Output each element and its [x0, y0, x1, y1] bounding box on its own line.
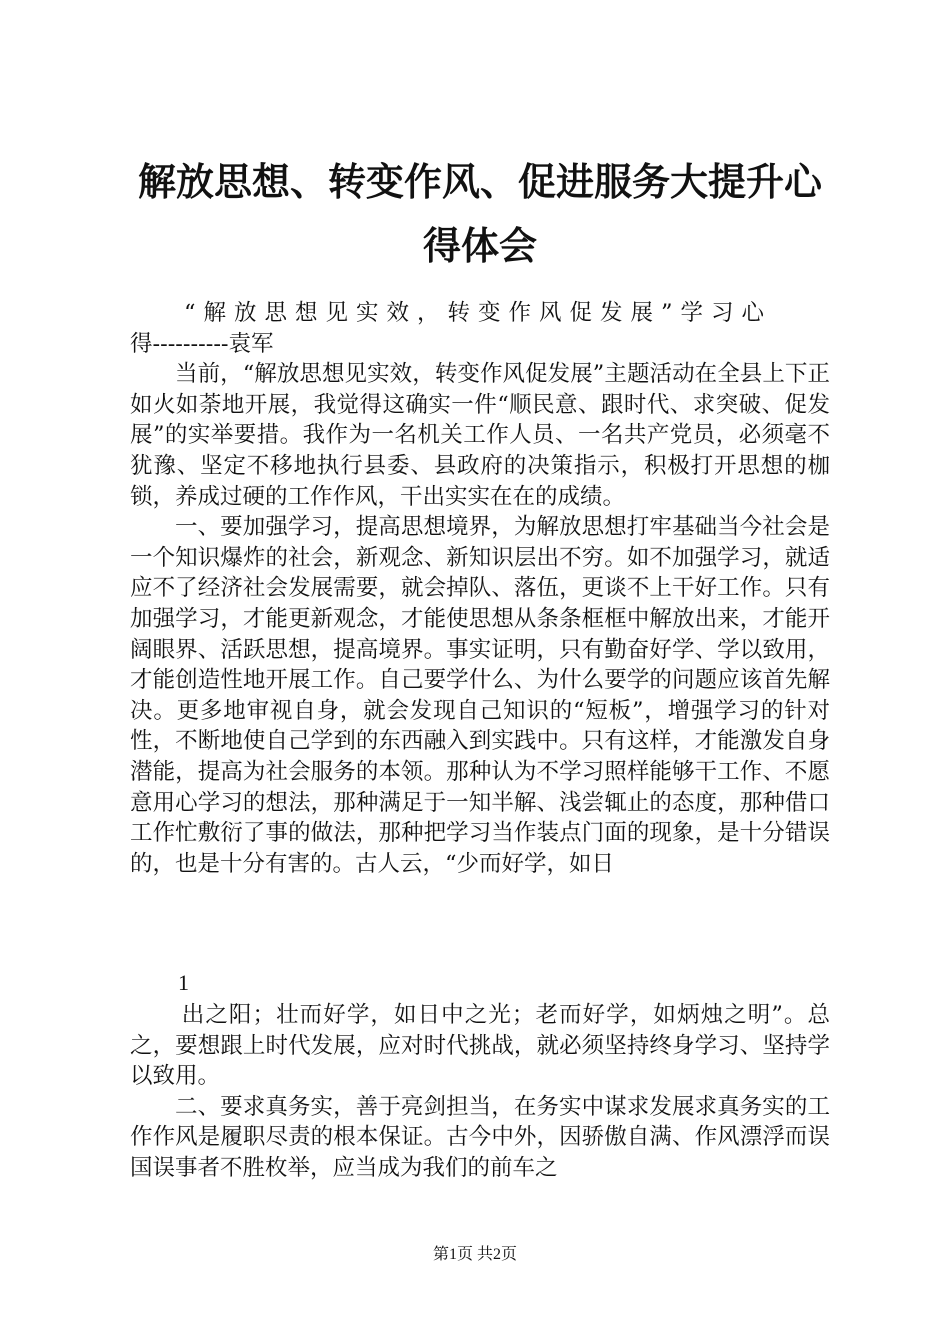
- subtitle-line1: “解放思想见实效，转变作风促发展”学习心: [184, 300, 773, 326]
- paragraph-section-one-continued: 出之阳；壮而好学，如日中之光；老而好学，如炳烛之明”。总之，要想跟上时代发展，应对时代挑战，就必须坚持终身学习、坚持学以致用。: [130, 1002, 830, 1090]
- document-body-part1: [130, 298, 830, 879]
- paragraph-section-two: 二、要求真务实，善于亮剑担当，在务实中谋求发展求真务实的工作作风是履职尽责的根本保证。古今中外，因骄傲自满、作风漂浮而误国误事者不胜枚举，应当成为我们的前车之: [130, 1093, 830, 1181]
- document-body-part2: [130, 1000, 830, 1184]
- inline-page-number: 1: [178, 970, 189, 995]
- document-subtitle: [130, 298, 830, 359]
- document-title: 解放思想、转变作风、促进服务大提升心得体会: [137, 160, 822, 268]
- paragraph-section-one: 一、要加强学习，提高思想境界，为解放思想打牢基础当今社会是一个知识爆炸的社会，新观念、新知识层出不穷。如不加强学习，就适应不了经济社会发展需要，就会掉队、落伍，更谈不上干好工作。只有加强学习，才能更新观念，才能使思想从条条框框中解放出来，才能开阔眼界、活跃思想，提高境界。事实证明，只有勤奋好学、学以致用，才能创造性地开展工作。自己要学什么、为什么要学的问题应该首先解决。更多地审视自身，就会发现自己知识的“短板”，增强学习的针对性，不断地使自己学到的东西融入到实践中。只有这样，才能激发自身潜能，提高为社会服务的本领。那种认为不学习照样能够干工作、不愿意用心学习的想法，那种满足于一知半解、浅尝辄止的态度，那种借口工作忙敷衍了事的做法，那种把学习当作装点门面的现象，是十分错误的，也是十分有害的。古人云，“少而好学，如日: [130, 514, 830, 877]
- paragraph-intro: 当前，“解放思想见实效，转变作风促发展”主题活动在全县上下正如火如荼地开展，我觉得这确实一件“顺民意、跟时代、求突破、促发展”的实举要措。我作为一名机关工作人员、一名共产党员，必须毫不犹豫、坚定不移地执行县委、县政府的决策指示，积极打开思想的枷锁，养成过硬的工作作风，干出实实在在的成绩。: [130, 361, 830, 510]
- page-footer: 第1页 共2页: [432, 1246, 517, 1263]
- subtitle-line2: 得----------袁军: [130, 330, 274, 357]
